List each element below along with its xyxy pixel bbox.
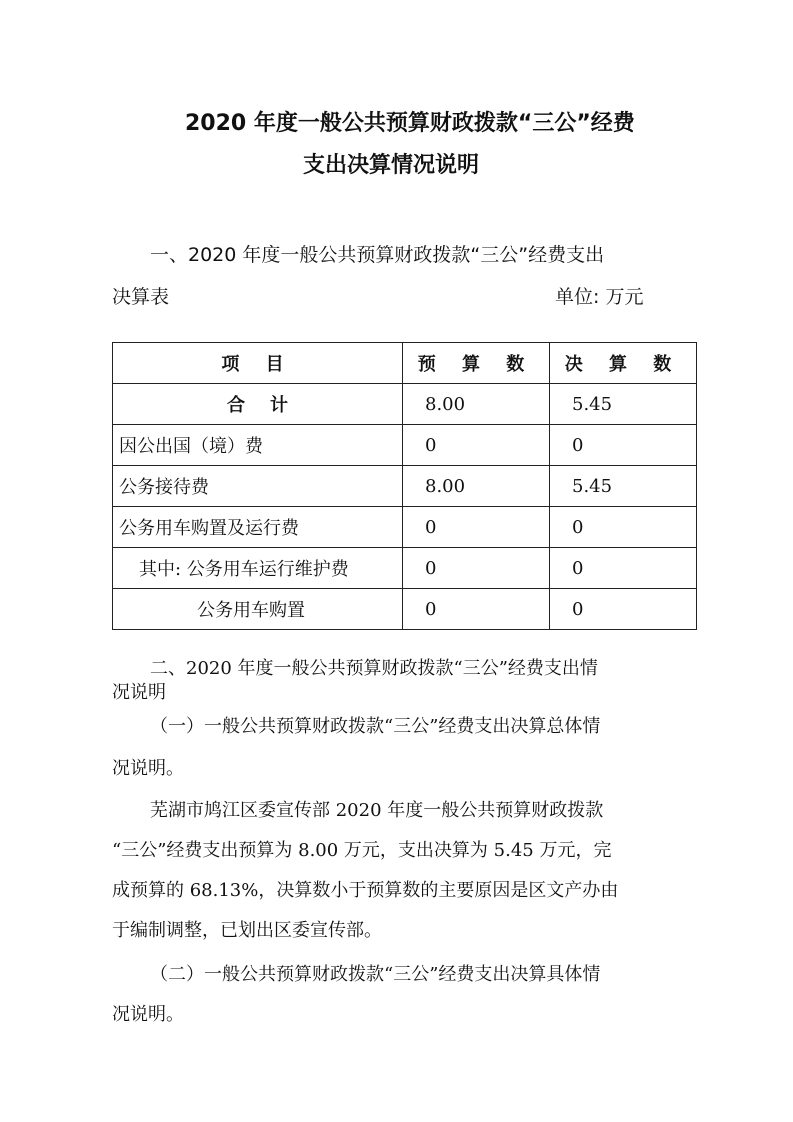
row-actual: 0 bbox=[550, 507, 697, 548]
section1-heading-line1: 一、2020 年度一般公共预算财政拨款“三公”经费支出 bbox=[150, 244, 605, 266]
row-budget: 0 bbox=[403, 507, 550, 548]
table-row bbox=[113, 466, 697, 507]
doc-title-line1: 2020 年度一般公共预算财政拨款“三公”经费 bbox=[185, 111, 635, 136]
row-label: 公务用车购置 bbox=[113, 589, 403, 630]
row-actual: 0 bbox=[550, 425, 697, 466]
total-budget: 8.00 bbox=[403, 384, 550, 425]
table-header-row bbox=[113, 343, 697, 384]
body-para-line4: 于编制调整，已划出区委宣传部。 bbox=[112, 920, 382, 941]
row-actual: 0 bbox=[550, 548, 697, 589]
row-actual: 5.45 bbox=[550, 466, 697, 507]
sub1-line2: 况说明。 bbox=[112, 758, 184, 779]
table-row-total bbox=[113, 384, 697, 425]
row-label: 因公出国（境）费 bbox=[113, 425, 403, 466]
sub2-line1: （二）一般公共预算财政拨款“三公”经费支出决算具体情 bbox=[150, 964, 601, 985]
doc-title-line2: 支出决算情况说明 bbox=[303, 153, 480, 178]
body-para-line3: 成预算的 68.13%，决算数小于预算数的主要原因是区文产办由 bbox=[112, 880, 619, 901]
table-row bbox=[113, 548, 697, 589]
table-row bbox=[113, 589, 697, 630]
body-para-line2: “三公”经费支出预算为 8.00 万元，支出决算为 5.45 万元，完 bbox=[112, 840, 612, 861]
unit-label: 单位: 万元 bbox=[555, 286, 644, 308]
section2-heading-line1: 二、2020 年度一般公共预算财政拨款“三公”经费支出情 bbox=[150, 658, 598, 679]
body-para-line1: 芜湖市鸠江区委宣传部 2020 年度一般公共预算财政拨款 bbox=[150, 800, 604, 821]
row-budget: 0 bbox=[403, 548, 550, 589]
expense-table bbox=[112, 342, 697, 630]
header-actual: 决 算 数 bbox=[550, 343, 697, 384]
row-budget: 0 bbox=[403, 589, 550, 630]
row-label: 公务用车购置及运行费 bbox=[113, 507, 403, 548]
sub2-line2: 况说明。 bbox=[112, 1004, 184, 1025]
total-label: 合 计 bbox=[113, 384, 403, 425]
header-item: 项 目 bbox=[113, 343, 403, 384]
row-label: 公务接待费 bbox=[113, 466, 403, 507]
row-label: 其中: 公务用车运行维护费 bbox=[113, 548, 403, 589]
sub1-line1: （一）一般公共预算财政拨款“三公”经费支出决算总体情 bbox=[150, 716, 601, 737]
table-row bbox=[113, 507, 697, 548]
total-actual: 5.45 bbox=[550, 384, 697, 425]
section1-heading-line2: 决算表 bbox=[112, 286, 170, 308]
section2-heading-line2: 况说明 bbox=[112, 682, 166, 703]
row-actual: 0 bbox=[550, 589, 697, 630]
row-budget: 8.00 bbox=[403, 466, 550, 507]
table-row bbox=[113, 425, 697, 466]
row-budget: 0 bbox=[403, 425, 550, 466]
header-budget: 预 算 数 bbox=[403, 343, 550, 384]
